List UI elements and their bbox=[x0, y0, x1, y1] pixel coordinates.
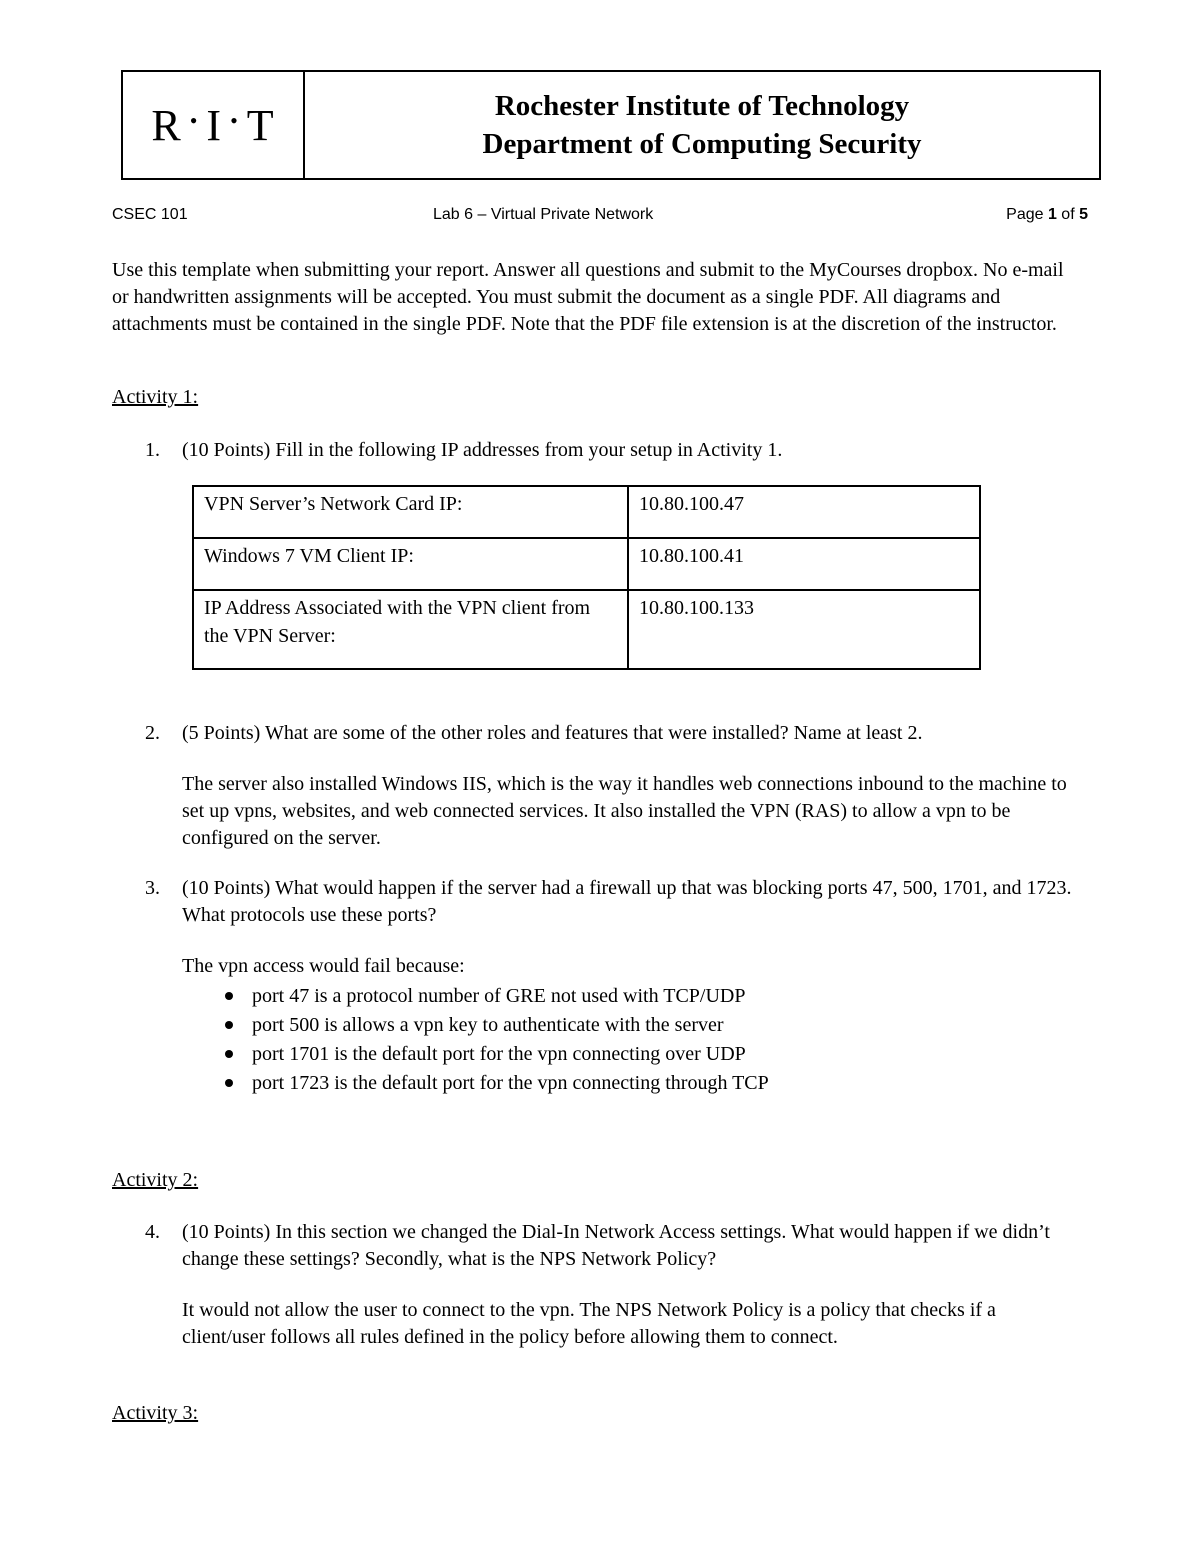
list-item: port 47 is a protocol number of GRE not used with TCP/UDP bbox=[182, 982, 769, 1011]
rit-logo bbox=[123, 72, 305, 178]
logo-letter-r: R bbox=[151, 100, 182, 150]
logo-letter-i: I bbox=[206, 100, 223, 150]
activity1-heading: Activity 1: bbox=[112, 386, 199, 408]
answer-4: It would not allow the user to connect to the vpn. The NPS Network Policy is a policy that checks if a client/user follows all rules defined in the policy before allowing them to connect. bbox=[182, 1299, 996, 1348]
page-of: of bbox=[1056, 206, 1080, 223]
question-2 bbox=[112, 720, 1082, 747]
question-text: (5 Points) What are some of the other roles and features that were installed? Name at least 2. bbox=[182, 722, 923, 744]
department-name: Department of Computing Security bbox=[482, 128, 922, 160]
table-label: IP Address Associated with the VPN client from the VPN Server: bbox=[193, 590, 628, 669]
question-3 bbox=[112, 875, 1082, 929]
question-number: 2. bbox=[145, 722, 160, 744]
question-1 bbox=[112, 437, 1082, 464]
question-number: 3. bbox=[145, 877, 160, 899]
course-code: CSEC 101 bbox=[112, 206, 188, 223]
page-number: 1 bbox=[1047, 206, 1057, 223]
logo-dot: • bbox=[230, 108, 239, 133]
table-row bbox=[193, 590, 980, 669]
activity2-heading: Activity 2: bbox=[112, 1169, 199, 1191]
table-label: VPN Server’s Network Card IP: bbox=[193, 486, 628, 538]
question-text: (10 Points) What would happen if the server had a firewall up that was blocking ports 47, 500, 1701, and 1723. What protocols use these ports? bbox=[182, 877, 1072, 926]
table-row bbox=[193, 486, 980, 538]
list-item: port 500 is allows a vpn key to authenticate with the server bbox=[182, 1011, 769, 1040]
answer-3-intro: The vpn access would fail because: bbox=[182, 955, 465, 977]
lab-title: Lab 6 – Virtual Private Network bbox=[433, 206, 654, 223]
logo-letter-t: T bbox=[246, 100, 275, 150]
table-label: Windows 7 VM Client IP: bbox=[193, 538, 628, 590]
page-indicator bbox=[1006, 206, 1088, 224]
logo-dot: • bbox=[189, 108, 199, 133]
table-value: 10.80.100.41 bbox=[628, 538, 980, 590]
question-number: 4. bbox=[145, 1221, 160, 1243]
page-prefix: Page bbox=[1006, 206, 1048, 223]
institution-name: Rochester Institute of Technology bbox=[494, 90, 910, 122]
ip-address-table bbox=[192, 485, 981, 670]
question-4 bbox=[112, 1219, 1082, 1273]
table-value: 10.80.100.133 bbox=[628, 590, 980, 669]
header-box bbox=[121, 70, 1101, 180]
list-item: port 1723 is the default port for the vpn connecting through TCP bbox=[182, 1069, 769, 1098]
question-text: (10 Points) In this section we changed the Dial-In Network Access settings. What would happen if we didn’t change these settings? Secondly, what is the NPS Network Policy? bbox=[182, 1221, 1050, 1270]
port-list bbox=[182, 982, 769, 1098]
header-title bbox=[305, 72, 1099, 178]
answer-2: The server also installed Windows IIS, which is the way it handles web connections inbound to the machine to set up vpns, websites, and web connected services. It also installed the VPN (RAS) to allow a vpn to be configured on the server. bbox=[182, 773, 1067, 849]
table-value: 10.80.100.47 bbox=[628, 486, 980, 538]
question-text: (10 Points) Fill in the following IP addresses from your setup in Activity 1. bbox=[182, 439, 783, 461]
activity3-heading: Activity 3: bbox=[112, 1402, 199, 1424]
list-item: port 1701 is the default port for the vpn connecting over UDP bbox=[182, 1040, 769, 1069]
page-total: 5 bbox=[1079, 206, 1088, 223]
intro-paragraph: Use this template when submitting your report. Answer all questions and submit to the MyCourses dropbox. No e-mail or handwritten assignments will be accepted. You must submit the document as a single PDF. All diagrams and attachments must be contained in the single PDF. Note that the PDF file extension is at the discretion of the instructor. bbox=[112, 259, 1064, 335]
table-row bbox=[193, 538, 980, 590]
question-number: 1. bbox=[145, 439, 160, 461]
